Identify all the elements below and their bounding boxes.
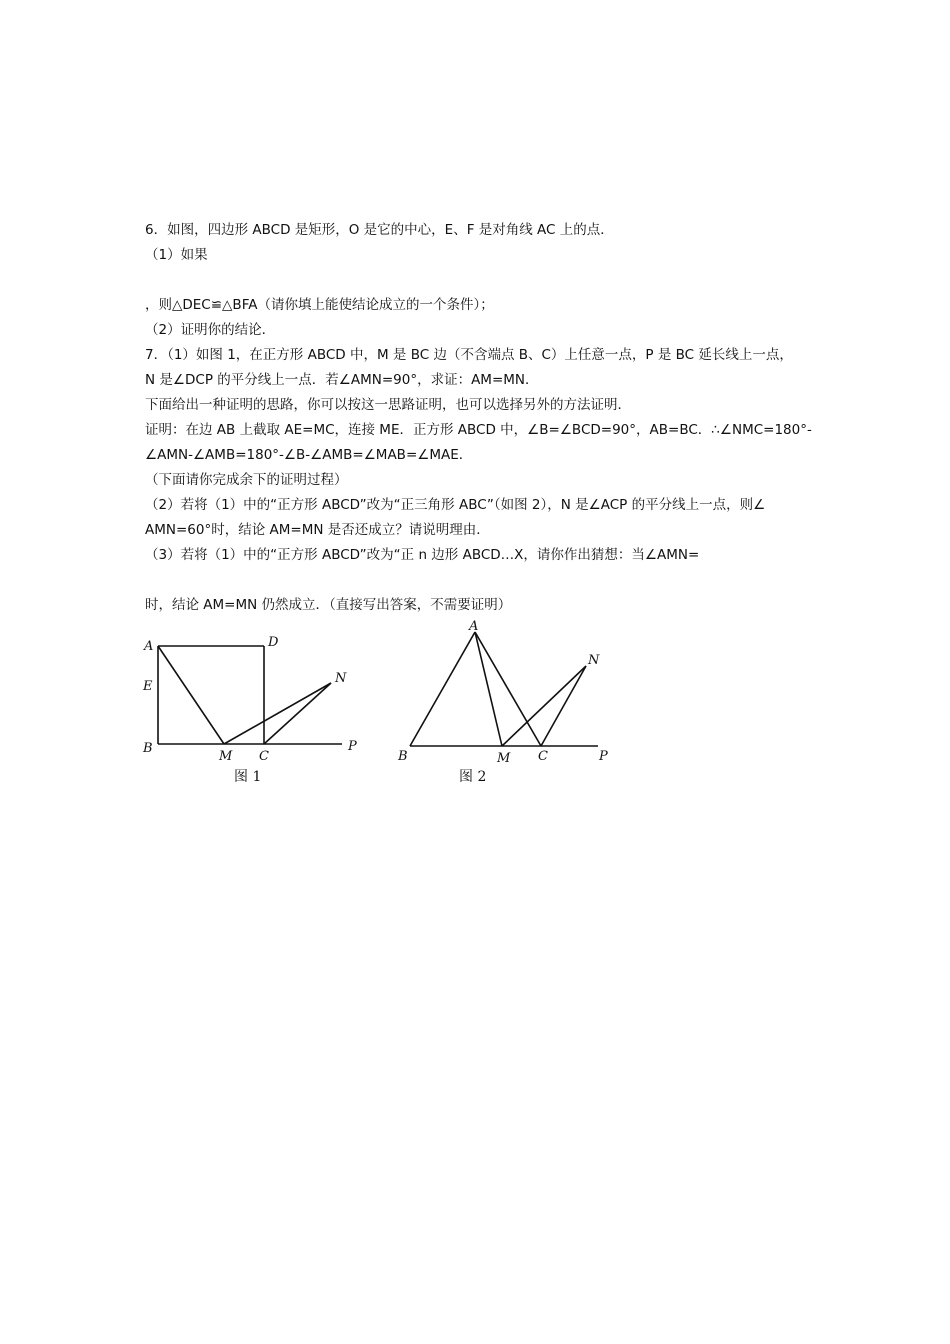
- fig1-label-a: A: [144, 639, 154, 654]
- fig2-segment-ab: [410, 632, 475, 746]
- fig1-label-b: B: [143, 741, 153, 756]
- fig2-label-p: P: [599, 749, 608, 764]
- fig1-segment-cn: [264, 683, 331, 744]
- fig1-label-n: N: [335, 671, 347, 686]
- fig1-label-e: E: [143, 679, 153, 694]
- problem6-part2: （2）证明你的结论．: [145, 322, 276, 338]
- fig1-label-d: D: [268, 635, 279, 650]
- fig2-label-b: B: [398, 749, 408, 764]
- fig1-segment-mn: [224, 683, 331, 744]
- problem7-line5: ∠AMN-∠AMB=180°-∠B-∠AMB=∠MAB=∠MAE．: [145, 447, 473, 463]
- fig1-segment-am: [158, 646, 224, 744]
- fig2-label-m: M: [497, 751, 511, 766]
- fig2-segment-am: [475, 632, 502, 746]
- problem6-stem: 6．如图，四边形 ABCD 是矩形，O 是它的中心，E、F 是对角线 AC 上的点．: [145, 222, 614, 238]
- fig1-label-p: P: [348, 739, 357, 754]
- fig1-label-c: C: [259, 749, 269, 764]
- problem7-line8: AMN=60°时，结论 AM=MN 是否还成立？请说明理由．: [145, 522, 490, 538]
- problem6-part1-suffix: ，则△DEC≌△BFA（请你填上能使结论成立的一个条件）；: [145, 297, 494, 313]
- problem7-line3: 下面给出一种证明的思路，你可以按这一思路证明，也可以选择另外的方法证明．: [145, 397, 631, 413]
- fig2-label-n: N: [588, 653, 600, 668]
- fig2-segment-mn: [502, 666, 586, 746]
- problem7-line2: N 是∠DCP 的平分线上一点．若∠AMN=90°，求证：AM=MN．: [145, 372, 539, 388]
- problem7-line7: （2）若将（1）中的“正方形 ABCD”改为“正三角形 ABC”（如图 2），N 是∠ACP 的平分线上一点，则∠: [145, 497, 766, 513]
- problem7-line1: 7．（1）如图 1，在正方形 ABCD 中，M 是 BC 边（不含端点 B、C）上任意一点，P 是 BC 延长线上一点，: [145, 347, 793, 363]
- problem7-line6: （下面请你完成余下的证明过程）: [145, 472, 348, 488]
- problem6-part1-prefix: （1）如果: [145, 247, 208, 263]
- problem7-line10: 时，结论 AM=MN 仍然成立．（直接写出答案，不需要证明）: [145, 597, 512, 613]
- fig2-segment-cn: [541, 666, 586, 746]
- fig2-label-c: C: [538, 749, 548, 764]
- fig2-label-a: A: [469, 619, 479, 634]
- fig1-label-m: M: [219, 749, 233, 764]
- figure2-caption: 图 2: [459, 769, 487, 785]
- figure1-caption: 图 1: [234, 769, 262, 785]
- fig2-segment-ac: [475, 632, 541, 746]
- problem7-line4: 证明：在边 AB 上截取 AE=MC，连接 ME．正方形 ABCD 中，∠B=∠BCD=90°，AB=BC．∴∠NMC=180°-: [145, 422, 812, 438]
- problem7-line9: （3）若将（1）中的“正方形 ABCD”改为“正 n 边形 ABCD…X，请你作出猜想：当∠AMN=: [145, 547, 700, 563]
